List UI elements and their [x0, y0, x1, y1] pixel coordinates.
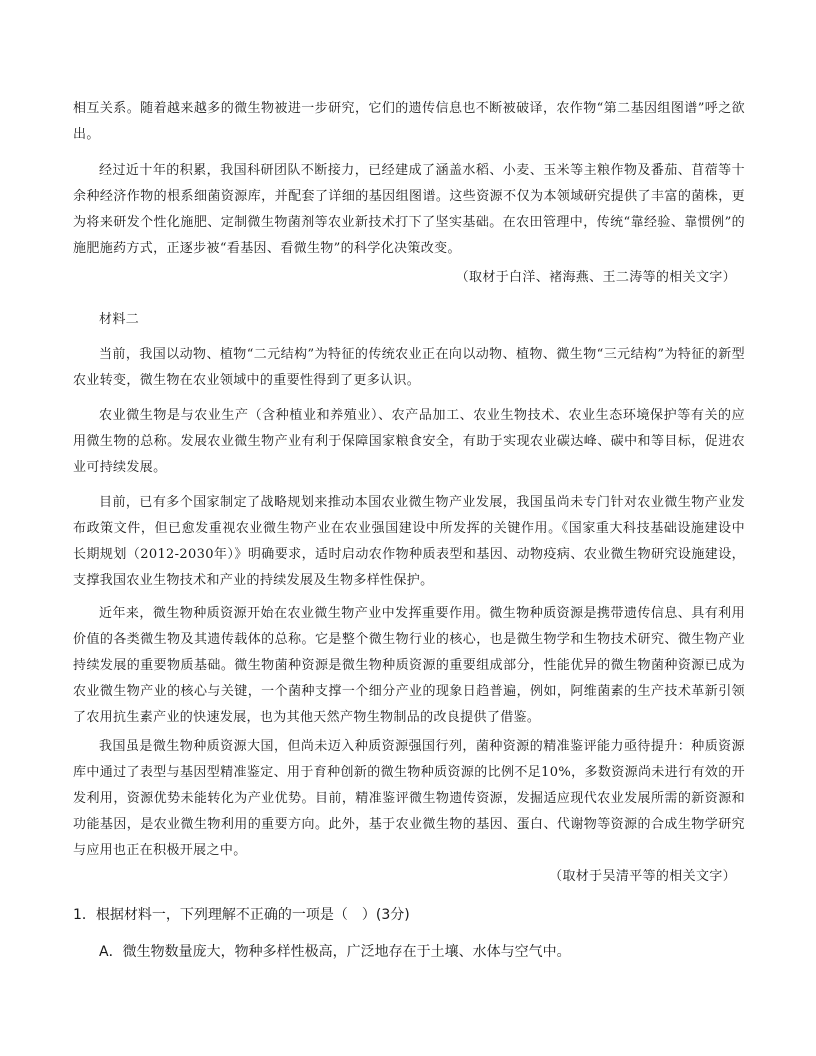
paragraph-agricultural-microbes: 农业微生物是与农业生产（含种植业和养殖业）、农产品加工、农业生物技术、农业生态环境保护等有关的应用微生物的总称。发展农业微生物产业有利于保障国家粮食安全，有助于实现农业碳达峰、碳中和等目标，促进农业可持续发展。	[73, 408, 745, 475]
paragraph-three-element-structure: 当前，我国以动物、植物“二元结构”为特征的传统农业正在向以动物、植物、微生物“三元结构”为特征的新型农业转变，微生物在农业领域中的重要性得到了更多认识。	[73, 347, 745, 388]
paragraph-resource-library: 经过近十年的积累，我国科研团队不断接力，已经建成了涵盖水稻、小麦、玉米等主粮作物及番茄、苜蓿等十余种经济作物的根系细菌资源库，并配套了详细的基因组图谱。这些资源不仅为本领域研究提供了丰富的菌株，更为将来研发个性化施肥、定制微生物菌剂等农业新技术打下了坚实基础。在农田管理中，传统“靠经验、靠惯例”的施肥施药方式，正逐步被“看基因、看微生物”的科学化决策改变。	[73, 163, 745, 256]
paragraph-germplasm-resources: 近年来，微生物种质资源开始在农业微生物产业中发挥重要作用。微生物种质资源是携带遗传信息、具有利用价值的各类微生物及其遗传载体的总称。它是整个微生物行业的核心，也是微生物学和生物技术研究、微生物产业持续发展的重要物质基础。微生物菌种资源是微生物种质资源的重要组成部分，性能优异的微生物菌种资源已成为农业微生物产业的核心与关键，一个菌种支撑一个细分产业的现象日趋普遍，例如，阿维菌素的生产技术革新引领了农用抗生素产业的快速发展，也为其他天然产物生物制品的改良提供了借鉴。	[73, 606, 745, 725]
source-citation-1: （取材于白洋、褚海燕、王二涛等的相关文字）	[455, 270, 736, 285]
source-citation-2: （取材于吴清平等的相关文字）	[549, 869, 736, 884]
question-1-stem: 1．根据材料一，下列理解不正确的一项是（ ）(3分)	[73, 907, 410, 923]
paragraph-national-strategy: 目前，已有多个国家制定了战略规划来推动本国农业微生物产业发展，我国虽尚未专门针对农业微生物产业发布政策文件，但已愈发重视农业微生物产业在农业强国建设中所发挥的关键作用。《国家重大科技基础设施建设中长期规划（2012-2030年）》明确要求，适时启动农作物种质表型和基因、动物疫病、农业微生物研究设施建设，支撑我国农业生物技术和产业的持续发展及生物多样性保护。	[73, 495, 745, 588]
paragraph-continuation: 相互关系。随着越来越多的微生物被进一步研究，它们的遗传信息也不断被破译，农作物“第二基因组图谱”呼之欲出。	[73, 101, 745, 142]
question-1-option-a: A．微生物数量庞大，物种多样性极高，广泛地存在于土壤、水体与空气中。	[99, 944, 571, 960]
paragraph-resource-power: 我国虽是微生物种质资源大国，但尚未迈入种质资源强国行列，菌种资源的精准鉴评能力亟待提升：种质资源库中通过了表型与基因型精准鉴定、用于育种创新的微生物种质资源的比例不足10%，多数资源尚未进行有效的开发利用，资源优势未能转化为产业优势。目前，精准鉴评微生物遗传资源，发掘适应现代农业发展所需的新资源和功能基因，是农业微生物利用的重要方向。此外，基于农业微生物的基因、蛋白、代谢物等资源的合成生物学研究与应用也正在积极开展之中。	[73, 739, 745, 858]
material-two-heading: 材料二	[99, 312, 140, 327]
